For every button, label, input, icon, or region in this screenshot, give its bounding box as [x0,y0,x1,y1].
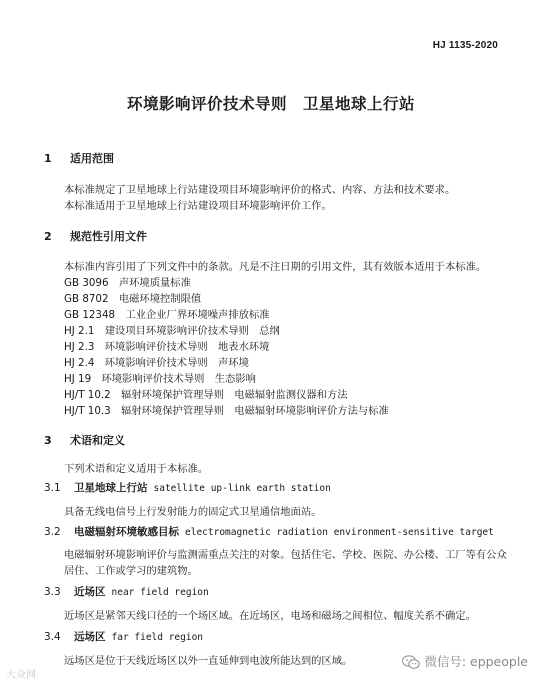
document-title: 环境影响评价技术导则 卫星地球上行站 [126,95,415,113]
term-definition: 居住、工作或学习的建筑物。 [64,565,198,577]
reference-item [64,290,201,305]
reference-name: 电磁环境控制限值 [118,293,202,305]
term-definition: 近场区是紧邻天线口径的一个场区域。在近场区，电场和磁场之间相位、幅度关系不确定。 [64,610,476,622]
term-en: near field region [111,587,209,598]
term-3-3-heading [44,584,209,599]
standard-code: HJ 1135-2020 [432,40,498,51]
section-title: 适用范围 [70,152,114,165]
term-3-1-heading [44,480,331,495]
section-1-heading [44,150,114,166]
wechat-icon [402,655,420,670]
term-zh: 电磁辐射环境敏感目标 [74,526,179,538]
reference-item [64,274,191,289]
term-3-2-heading [44,524,494,539]
term-zh: 卫星地球上行站 [74,482,148,494]
reference-code: GB 12348 [64,309,116,321]
reference-name: 建设项目环境影响评价技术导则 总纲 [104,325,280,337]
reference-item [64,322,280,337]
reference-item [64,402,389,417]
section-number: 1 [44,152,52,165]
term-number: 3.4 [44,631,61,643]
term-en: satellite up-link earth station [153,483,331,494]
reference-name: 环境影响评价技术导则 生态影响 [101,373,256,385]
reference-code: HJ 19 [64,373,92,385]
term-definition: 远场区是位于天线近场区以外一直延伸到电波所能达到的区域。 [64,655,353,667]
reference-name: 辐射环境保护管理导则 电磁辐射监测仪器和方法 [121,389,348,401]
term-zh: 近场区 [74,586,106,598]
section-number: 3 [44,434,52,447]
paragraph: 本标准内容引用了下列文件中的条款。凡是不注日期的引用文件，其有效版本适用于本标准。 [64,261,487,273]
term-zh: 远场区 [74,631,106,643]
section-3-heading [44,432,125,448]
section-2-heading [44,228,147,244]
reference-name: 环境影响评价技术导则 声环境 [104,357,249,369]
reference-code: GB 3096 [64,277,109,289]
section-title: 规范性引用文件 [70,230,147,243]
reference-item [64,370,256,385]
reference-code: GB 8702 [64,293,109,305]
reference-item [64,354,249,369]
reference-code: HJ/T 10.2 [64,389,111,401]
reference-code: HJ/T 10.3 [64,405,111,417]
paragraph: 本标准适用于卫星地球上行站建设项目环境影响评价工作。 [64,200,332,212]
reference-item [64,338,269,353]
term-definition: 具备无线电信号上行发射能力的固定式卫星通信地面站。 [64,506,322,518]
reference-item [64,386,348,401]
term-en: electromagnetic radiation environment-sensitive target [185,527,494,538]
paragraph: 下列术语和定义适用于本标准。 [64,463,209,475]
reference-code: HJ 2.4 [64,357,95,369]
reference-item [64,306,270,321]
term-number: 3.1 [44,482,61,494]
term-number: 3.3 [44,586,61,598]
reference-name: 辐射环境保护管理导则 电磁辐射环境影响评价方法与标准 [121,405,389,417]
term-en: far field region [111,632,204,643]
watermark-left: 大众网 [6,670,36,681]
term-3-4-heading [44,629,203,644]
reference-code: HJ 2.1 [64,325,95,337]
section-number: 2 [44,230,52,243]
watermark-right [402,652,528,670]
watermark-text: 微信号: eppeople [424,654,528,669]
term-number: 3.2 [44,526,61,538]
paragraph: 本标准规定了卫星地球上行站建设项目环境影响评价的格式、内容、方法和技术要求。 [64,184,456,196]
term-definition: 电磁辐射环境影响评价与监测需重点关注的对象。包括住宅、学校、医院、办公楼、工厂等有公众 [64,549,507,561]
section-title: 术语和定义 [70,434,125,447]
reference-name: 环境影响评价技术导则 地表水环境 [104,341,270,353]
reference-name: 工业企业厂界环境噪声排放标准 [125,309,270,321]
reference-name: 声环境质量标准 [118,277,191,289]
reference-code: HJ 2.3 [64,341,95,353]
